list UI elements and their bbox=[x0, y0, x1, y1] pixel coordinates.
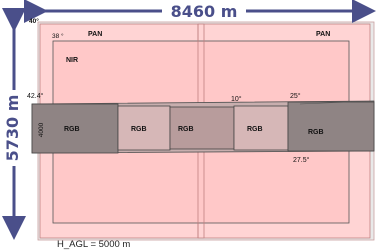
angle-mid: 10° bbox=[231, 96, 242, 103]
rgb-label-2: RGB bbox=[131, 126, 147, 133]
width-label: 8460 m bbox=[170, 2, 238, 21]
rgb-label-3: RGB bbox=[178, 126, 194, 133]
pan-right-label: PAN bbox=[316, 31, 331, 38]
rgb-label-4: RGB bbox=[247, 126, 263, 133]
angle-right-bottom: 27.5° bbox=[293, 157, 310, 164]
rgb-label-1: RGB bbox=[64, 126, 80, 133]
strip-height-label: 4000 bbox=[38, 122, 45, 138]
angle-left-strip: 42.4° bbox=[27, 93, 44, 100]
nir-label: NIR bbox=[66, 57, 79, 64]
rgb-label-5: RGB bbox=[308, 129, 324, 136]
angle-right-top: 25° bbox=[290, 93, 301, 100]
rgb-box-5 bbox=[288, 102, 374, 151]
angle-outer: 40° bbox=[29, 18, 39, 25]
altitude-caption: H_AGL = 5000 m bbox=[57, 239, 131, 250]
height-label: 5730 m bbox=[3, 94, 22, 162]
angle-pan-left: 38 ° bbox=[52, 33, 64, 40]
pan-left-label: PAN bbox=[88, 31, 103, 38]
